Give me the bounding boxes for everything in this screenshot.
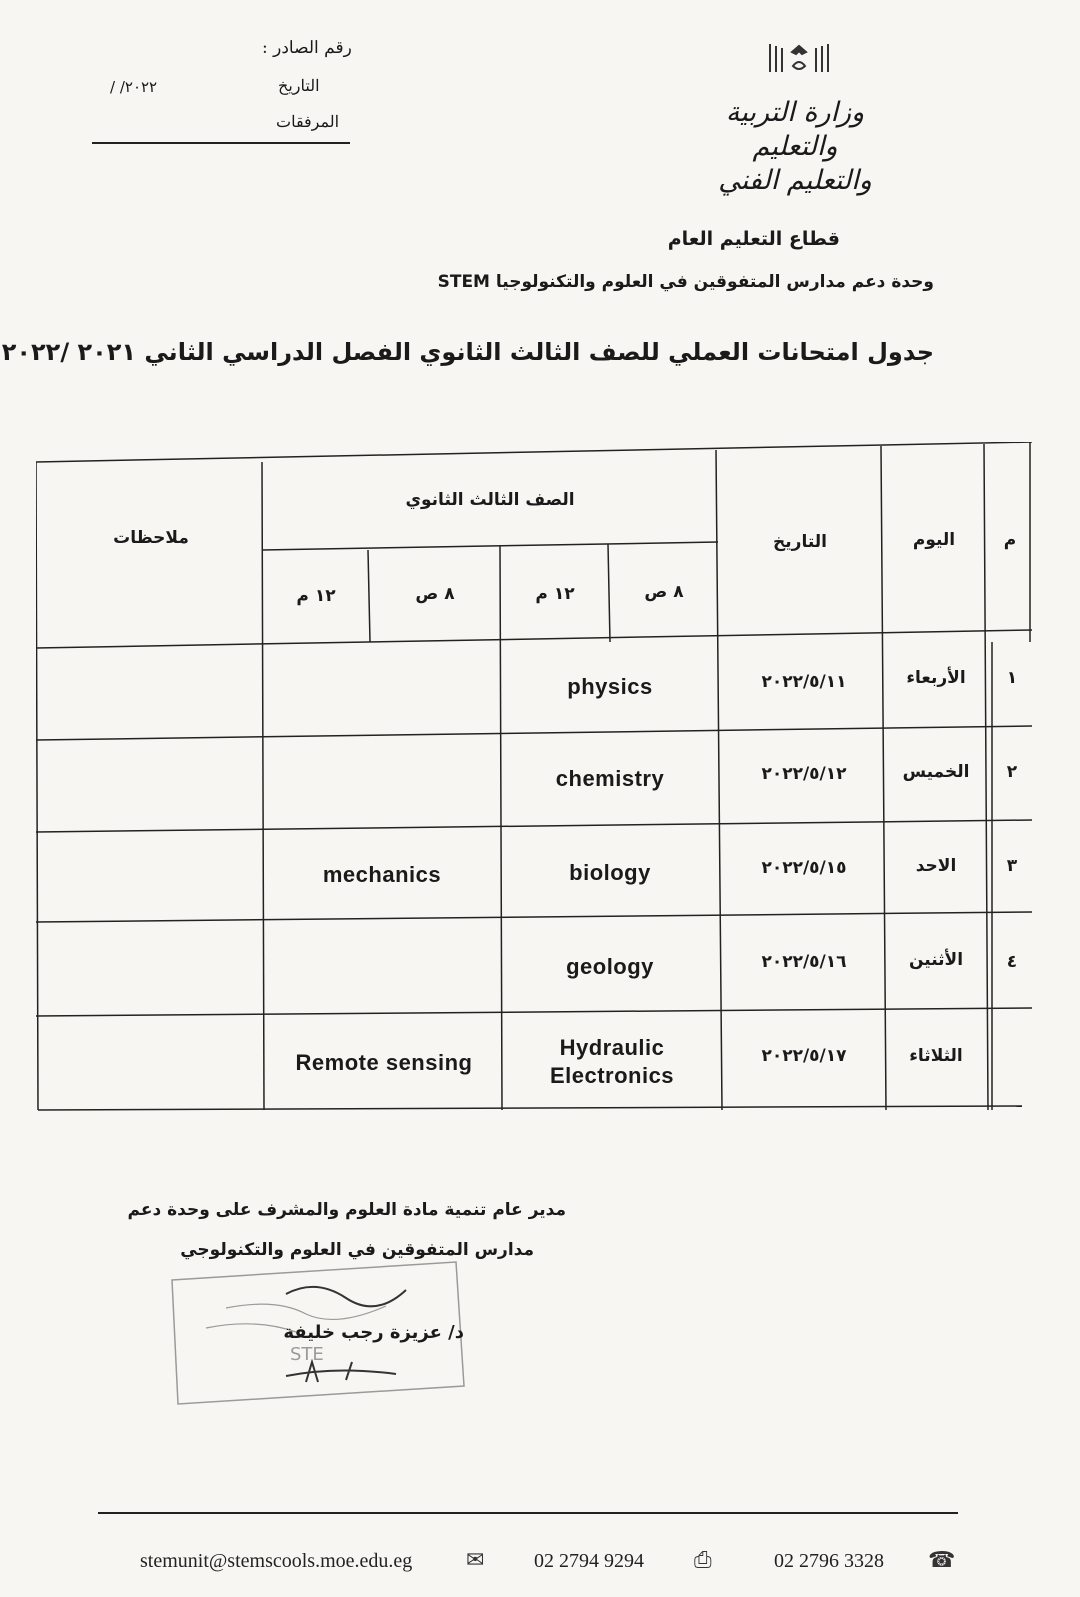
table-row-5-exam-1-line1: Hydraulic (559, 1035, 665, 1060)
table-row-2-date: ٢٠٢٢/٥/١٢ (761, 764, 847, 784)
phone-icon: ☎ (928, 1548, 956, 1573)
footer-phone: 02 2796 3328 (774, 1550, 884, 1572)
table-row-5-date: ٢٠٢٢/٥/١٧ (761, 1046, 847, 1066)
signatory-name: د/ عزيزة رجب خليفة (283, 1322, 464, 1343)
table-row-3-exam-1: biology (569, 860, 651, 885)
table-row-1-date: ٢٠٢٢/٥/١١ (761, 672, 847, 692)
header-slot-4: ١٢ م (296, 586, 336, 606)
table-row-3-date: ٢٠٢٢/٥/١٥ (761, 858, 847, 878)
date-label: التاريخ (278, 76, 320, 95)
table-row-1-day: الأربعاء (906, 668, 966, 688)
table-row-2-exam-1: chemistry (555, 766, 665, 791)
unit-heading: وحدة دعم مدارس المتفوقين في العلوم والتكنولوجيا STEM (437, 272, 934, 292)
header-slot-1: ٨ ص (644, 582, 684, 602)
footer-fax: 02 2794 9294 (534, 1550, 644, 1572)
header-grade: الصف الثالث الثانوي (405, 490, 575, 510)
table-row-5-exam-2: Remote sensing (295, 1050, 473, 1075)
table-row-2-number: ٢ (1006, 762, 1018, 782)
table-row-4-day: الأثنين (908, 950, 964, 970)
table-row-3-number: ٣ (1006, 856, 1018, 876)
table-row-3-day: الاحد (915, 856, 957, 876)
attachments-label: المرفقات (276, 112, 340, 131)
header-number: م (1003, 530, 1017, 550)
table-row-4-number: ٤ (1006, 952, 1018, 972)
document-title: جدول امتحانات العملي للصف الثالث الثانوي الفصل الدراسي الثاني ٢٠٢١ /٢٠٢٢ (1, 338, 934, 366)
date-value: / /٢٠٢٢ (110, 78, 158, 96)
footer-email: stemunit@stemscools.moe.edu.eg (140, 1550, 413, 1572)
svg-text:STE: STE (290, 1344, 324, 1365)
table-row-2-day: الخميس (902, 762, 970, 782)
header-notes: ملاحظات (113, 528, 189, 548)
ministry-name (680, 96, 910, 198)
sector-heading: قطاع التعليم العام (667, 228, 840, 250)
envelope-icon: ✉ (466, 1548, 485, 1573)
table-row-4-exam-1: geology (566, 954, 654, 979)
table-row-1-number: ١ (1006, 668, 1018, 688)
fax-icon: ⎙ (694, 1548, 712, 1573)
ministry-line2: والتعليم الفني (718, 165, 872, 196)
table-row-4-date: ٢٠٢٢/٥/١٦ (761, 952, 847, 972)
header-slot-2: ١٢ م (535, 584, 575, 604)
table-row-5-exam-1-line2: Electronics (549, 1063, 675, 1088)
header-date: التاريخ (773, 532, 827, 552)
ministry-line1: وزارة التربية والتعليم (725, 97, 865, 162)
signature-title-line2: مدارس المتفوقين في العلوم والتكنولوجي (180, 1240, 534, 1260)
header-day: اليوم (912, 530, 956, 550)
table-row-3-exam-2: mechanics (322, 862, 442, 887)
header-slot-3: ٨ ص (415, 584, 455, 604)
ref-number-label: رقم الصادر : (262, 38, 352, 58)
table-row-1-exam-1: physics (567, 674, 653, 699)
signature-title-line1: مدير عام تنمية مادة العلوم والمشرف على وحدة دعم (127, 1200, 566, 1220)
footer-divider (98, 1512, 958, 1514)
ref-divider (92, 142, 350, 144)
table-row-5-exam-1 (502, 1034, 722, 1090)
table-row-5-day: الثلاثاء (909, 1046, 963, 1066)
eagle-emblem-icon (762, 40, 836, 80)
